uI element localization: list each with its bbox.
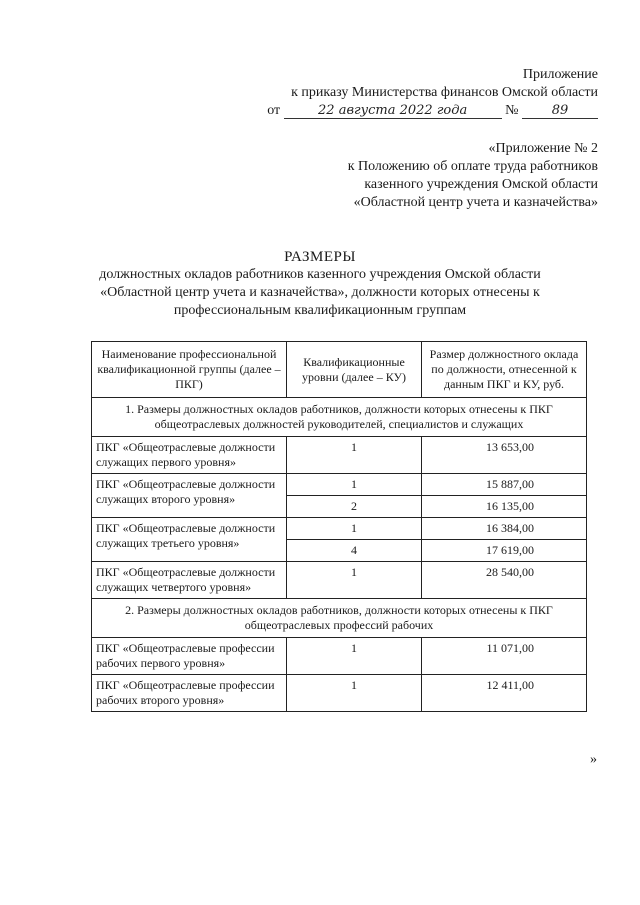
table-row <box>92 675 587 712</box>
pkg-name: ПКГ «Общеотраслевые должности служащих четвертого уровня» <box>92 562 287 599</box>
salary-value: 16 135,00 <box>422 496 587 518</box>
date-prefix: от <box>267 103 281 118</box>
salary-table <box>91 341 587 712</box>
salary-value: 16 384,00 <box>422 518 587 540</box>
pkg-name: ПКГ «Общеотраслевые должности служащих третьего уровня» <box>92 518 287 562</box>
ku-value: 1 <box>287 518 422 540</box>
header-salary: Размер должностного оклада по должности, отнесенной к данным ПКГ и КУ, руб. <box>422 342 587 398</box>
appendix-line-2: к Положению об оплате труда работников <box>347 159 598 174</box>
pkg-name: ПКГ «Общеотраслевые должности служащих первого уровня» <box>92 437 287 474</box>
number-prefix: № <box>505 103 519 118</box>
title-line-2: «Областной центр учета и казначейства», должности которых отнесены к <box>100 285 540 300</box>
table-row <box>92 437 587 474</box>
table-header-row <box>92 342 587 398</box>
header-ku: Квалификационные уровни (далее – КУ) <box>287 342 422 398</box>
salary-value: 28 540,00 <box>422 562 587 599</box>
handwritten-date: 22 августа 2022 года <box>284 103 502 119</box>
ku-value: 1 <box>287 437 422 474</box>
section-row <box>92 599 587 638</box>
closing-quote: » <box>590 752 597 767</box>
salary-value: 11 071,00 <box>422 638 587 675</box>
order-date-line <box>267 102 598 120</box>
appendix-reference <box>348 140 598 212</box>
appendix-line-4: «Областной центр учета и казначейства» <box>353 195 598 210</box>
section-2-heading: 2. Размеры должностных окладов работников, должности которых отнесены к ПКГ общеотраслевых профессий рабочих <box>92 599 587 638</box>
pkg-name: ПКГ «Общеотраслевые профессии рабочих второго уровня» <box>92 675 287 712</box>
table-row <box>92 518 587 540</box>
ku-value: 1 <box>287 675 422 712</box>
title-heading: РАЗМЕРЫ <box>284 249 356 265</box>
pkg-name: ПКГ «Общеотраслевые профессии рабочих первого уровня» <box>92 638 287 675</box>
salary-value: 12 411,00 <box>422 675 587 712</box>
order-issuer: к приказу Министерства финансов Омской области <box>291 85 598 100</box>
section-row <box>92 398 587 437</box>
appendix-line-3: казенного учреждения Омской области <box>364 177 598 192</box>
title-line-3: профессиональным квалификационным группам <box>173 303 467 318</box>
ku-value: 1 <box>287 562 422 599</box>
salary-value: 17 619,00 <box>422 540 587 562</box>
order-appendix-label: Приложение <box>522 67 598 82</box>
document-title <box>0 248 640 320</box>
table-row <box>92 638 587 675</box>
table-row <box>92 474 587 496</box>
ku-value: 2 <box>287 496 422 518</box>
title-line-1: должностных окладов работников казенного учреждения Омской области <box>99 267 541 282</box>
handwritten-number: 89 <box>522 103 598 119</box>
salary-value: 13 653,00 <box>422 437 587 474</box>
ku-value: 4 <box>287 540 422 562</box>
table-row <box>92 562 587 599</box>
salary-value: 15 887,00 <box>422 474 587 496</box>
section-1-heading: 1. Размеры должностных окладов работников, должности которых отнесены к ПКГ общеотраслевых должностей руководителей, специалистов и служащих <box>92 398 587 437</box>
ku-value: 1 <box>287 638 422 675</box>
appendix-number: «Приложение № 2 <box>488 141 598 156</box>
pkg-name: ПКГ «Общеотраслевые должности служащих второго уровня» <box>92 474 287 518</box>
order-reference <box>267 66 598 120</box>
header-pkg: Наименование профессиональной квалификационной группы (далее – ПКГ) <box>92 342 287 398</box>
ku-value: 1 <box>287 474 422 496</box>
